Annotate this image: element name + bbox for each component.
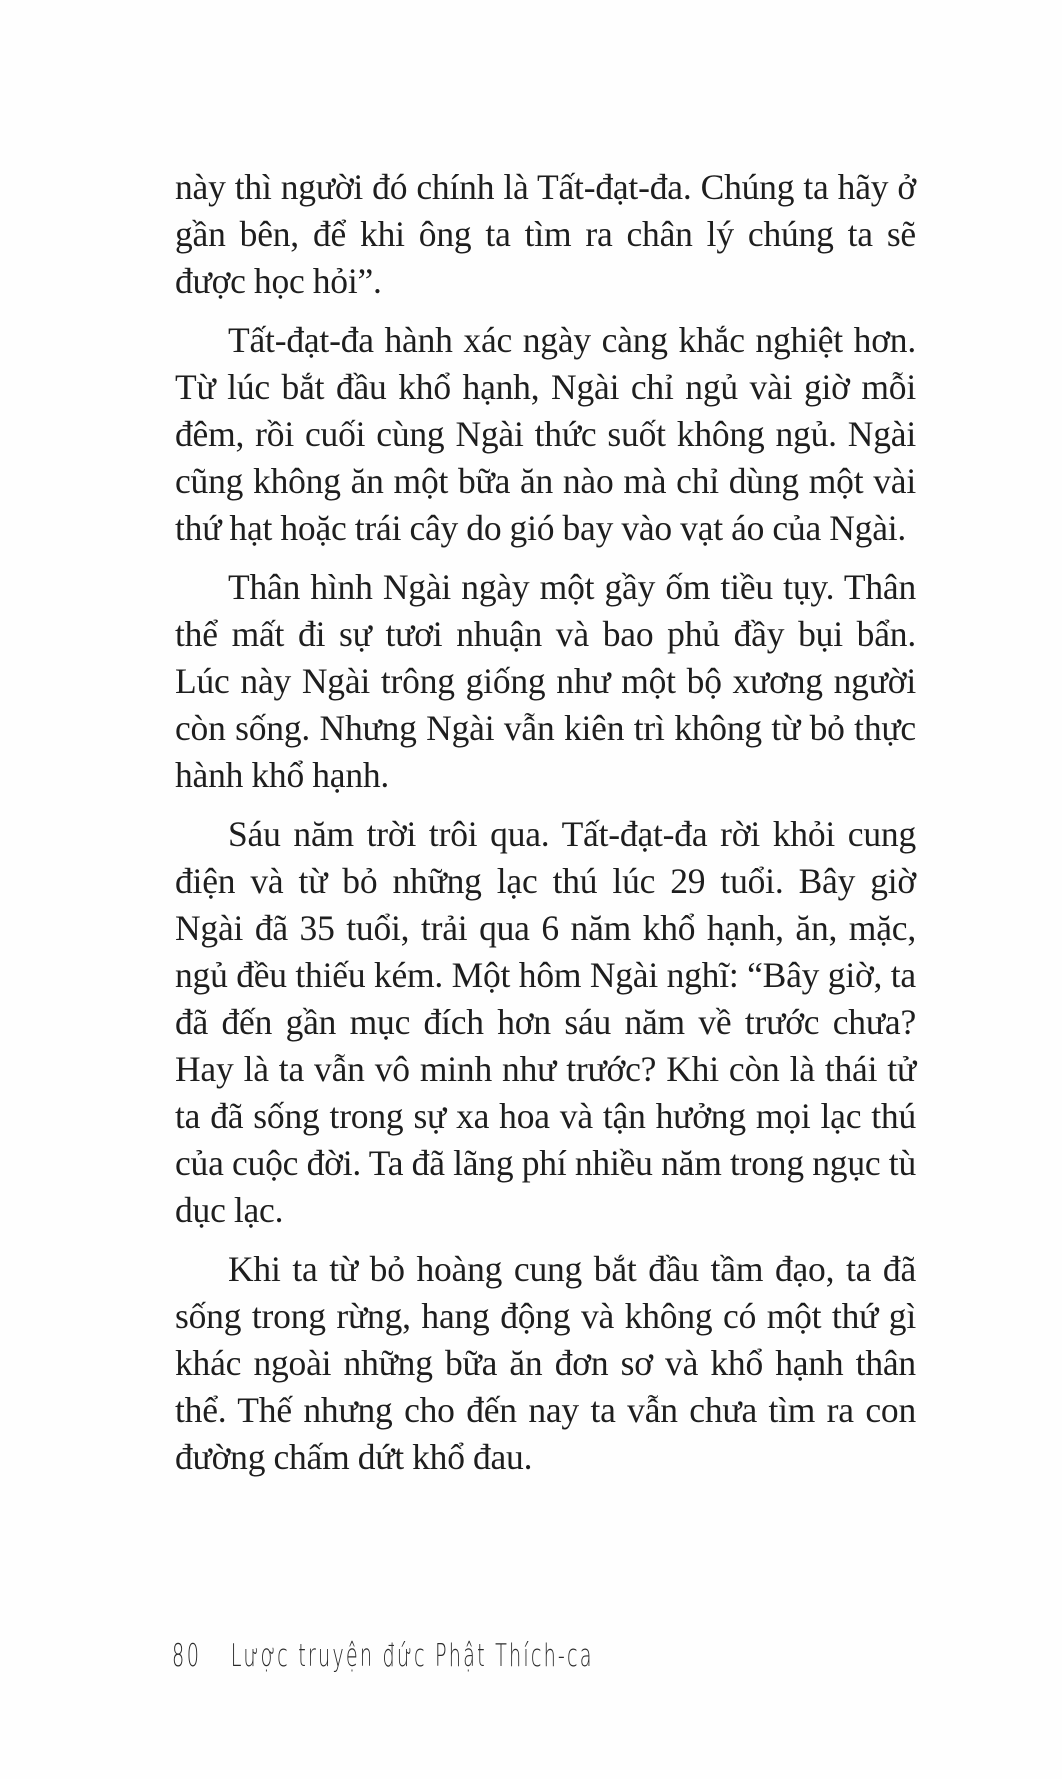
paragraph-3: Thân hình Ngài ngày một gầy ốm tiều tụy. Thân thể mất đi sự tươi nhuận và bao phủ đầy bụi bẩn. Lúc này Ngài trông giống như một bộ xương người còn sống. Nhưng Ngài vẫn kiên trì không từ bỏ thực hành khổ hạnh. bbox=[175, 567, 916, 795]
page-footer bbox=[172, 1636, 594, 1676]
page-number: 80 bbox=[172, 1638, 202, 1674]
running-title: Lược truyện đức Phật Thích-ca bbox=[230, 1638, 594, 1674]
paragraph-4: Sáu năm trời trôi qua. Tất-đạt-đa rời khỏi cung điện và từ bỏ những lạc thú lúc 29 tuổi. Bây giờ Ngài đã 35 tuổi, trải qua 6 năm khổ hạnh, ăn, mặc, ngủ đều thiếu kém. Một hôm Ngài nghĩ: “Bây giờ, ta đã đến gần mục đích hơn sáu năm về trước chưa? Hay là ta vẫn vô minh như trước? Khi còn là thái tử ta đã sống trong sự xa hoa và tận hưởng mọi lạc thú của cuộc đời. Ta đã lãng phí nhiều năm trong ngục tù dục lạc. bbox=[175, 814, 916, 1230]
body-text bbox=[175, 164, 916, 1481]
paragraph-2: Tất-đạt-đa hành xác ngày càng khắc nghiệt hơn. Từ lúc bắt đầu khổ hạnh, Ngài chỉ ngủ vài giờ mỗi đêm, rồi cuối cùng Ngài thức suốt không ngủ. Ngài cũng không ăn một bữa ăn nào mà chỉ dùng một vài thứ hạt hoặc trái cây do gió bay vào vạt áo của Ngài. bbox=[175, 320, 916, 548]
paragraph-5: Khi ta từ bỏ hoàng cung bắt đầu tầm đạo, ta đã sống trong rừng, hang động và không có một thứ gì khác ngoài những bữa ăn đơn sơ và khổ hạnh thân thể. Thế nhưng cho đến nay ta vẫn chưa tìm ra con đường chấm dứt khổ đau. bbox=[175, 1249, 916, 1477]
paragraph-1-continuation: này thì người đó chính là Tất-đạt-đa. Chúng ta hãy ở gần bên, để khi ông ta tìm ra chân lý chúng ta sẽ được học hỏi”. bbox=[175, 167, 916, 301]
